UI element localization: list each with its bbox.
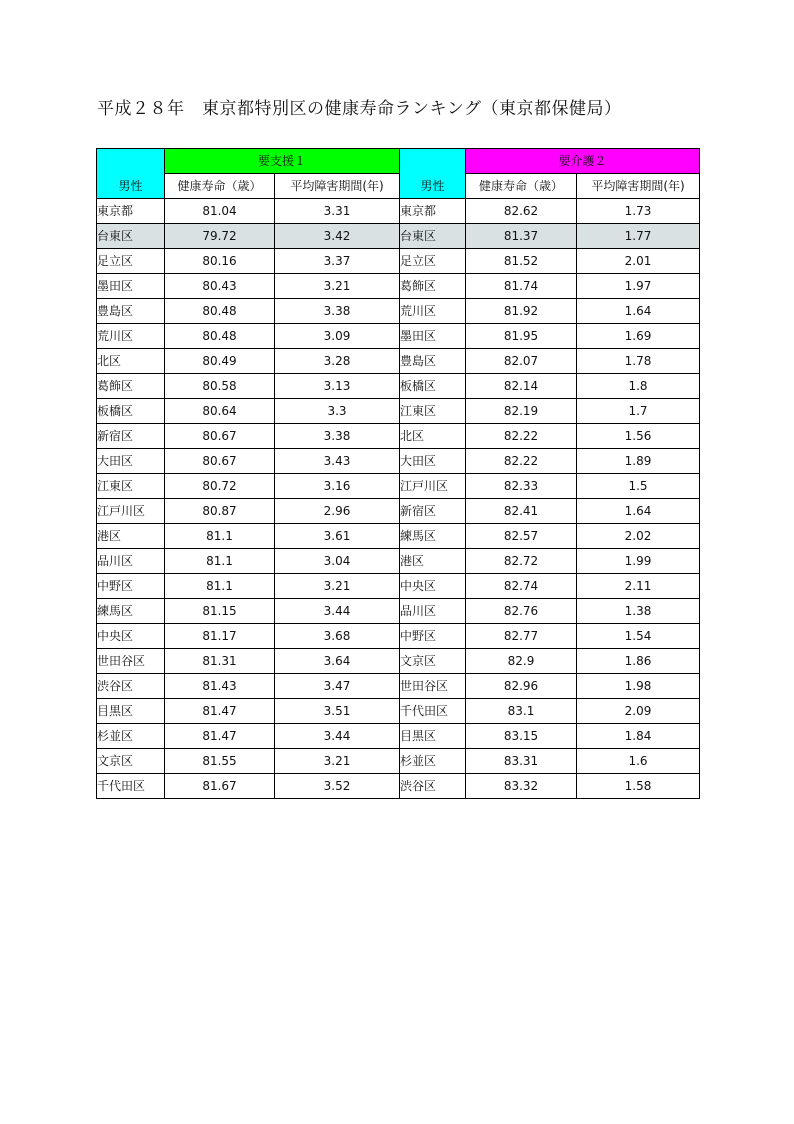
disability-left: 3.61: [275, 524, 400, 549]
disability-right: 1.77: [577, 224, 700, 249]
ward-left: 豊島区: [97, 299, 165, 324]
ward-right: 板橋区: [400, 374, 466, 399]
disability-left: 3.38: [275, 299, 400, 324]
life-right: 82.62: [466, 199, 577, 224]
ward-right: 品川区: [400, 599, 466, 624]
disability-right: 1.84: [577, 724, 700, 749]
disability-left: 3.52: [275, 774, 400, 799]
life-left: 81.1: [165, 549, 275, 574]
ward-left: 品川区: [97, 549, 165, 574]
disability-left: 2.96: [275, 499, 400, 524]
disability-right: 1.6: [577, 749, 700, 774]
life-right: 82.72: [466, 549, 577, 574]
life-right: 82.74: [466, 574, 577, 599]
disability-right: 1.7: [577, 399, 700, 424]
ward-right: 荒川区: [400, 299, 466, 324]
life-right: 83.15: [466, 724, 577, 749]
life-right: 81.92: [466, 299, 577, 324]
life-right: 82.07: [466, 349, 577, 374]
ward-left: 目黒区: [97, 699, 165, 724]
ward-left: 江戸川区: [97, 499, 165, 524]
life-left: 81.55: [165, 749, 275, 774]
life-right: 81.74: [466, 274, 577, 299]
table-row: [97, 699, 700, 724]
disability-right: 1.69: [577, 324, 700, 349]
life-left: 81.1: [165, 574, 275, 599]
life-left: 81.47: [165, 699, 275, 724]
ward-right: 台東区: [400, 224, 466, 249]
life-left: 81.31: [165, 649, 275, 674]
ward-left: 千代田区: [97, 774, 165, 799]
life-left: 81.17: [165, 624, 275, 649]
life-left: 79.72: [165, 224, 275, 249]
disability-right: 1.99: [577, 549, 700, 574]
life-right: 81.95: [466, 324, 577, 349]
disability-left: 3.51: [275, 699, 400, 724]
life-left: 80.48: [165, 324, 275, 349]
life-left: 81.1: [165, 524, 275, 549]
table-row: [97, 499, 700, 524]
life-left: 80.48: [165, 299, 275, 324]
health-life-expectancy-table: [96, 148, 700, 799]
ward-right: 葛飾区: [400, 274, 466, 299]
disability-left: 3.04: [275, 549, 400, 574]
ward-right: 杉並区: [400, 749, 466, 774]
life-right: 82.96: [466, 674, 577, 699]
disability-right: 1.86: [577, 649, 700, 674]
disability-left: 3.38: [275, 424, 400, 449]
life-right: 82.33: [466, 474, 577, 499]
ward-left: 足立区: [97, 249, 165, 274]
life-left: 81.67: [165, 774, 275, 799]
ward-right: 文京区: [400, 649, 466, 674]
table-body: [97, 149, 700, 799]
life-right: 82.9: [466, 649, 577, 674]
ward-left: 北区: [97, 349, 165, 374]
life-left: 80.43: [165, 274, 275, 299]
ward-right: 豊島区: [400, 349, 466, 374]
ward-left: 葛飾区: [97, 374, 165, 399]
disability-left: 3.09: [275, 324, 400, 349]
disability-right: 1.54: [577, 624, 700, 649]
disability-right: 2.09: [577, 699, 700, 724]
table-row: [97, 524, 700, 549]
disability-right: 1.73: [577, 199, 700, 224]
col-header-life-right: 健康寿命（歳）: [466, 174, 577, 199]
life-right: 81.52: [466, 249, 577, 274]
table-row: [97, 199, 700, 224]
table-row: [97, 274, 700, 299]
disability-left: 3.42: [275, 224, 400, 249]
table-row: [97, 774, 700, 799]
life-left: 80.72: [165, 474, 275, 499]
table-row: [97, 724, 700, 749]
table-row: [97, 224, 700, 249]
life-right: 83.32: [466, 774, 577, 799]
table-row: [97, 249, 700, 274]
disability-right: 2.01: [577, 249, 700, 274]
life-right: 81.37: [466, 224, 577, 249]
life-left: 80.16: [165, 249, 275, 274]
life-right: 82.41: [466, 499, 577, 524]
ward-right: 新宿区: [400, 499, 466, 524]
ward-right: 大田区: [400, 449, 466, 474]
disability-right: 1.97: [577, 274, 700, 299]
disability-left: 3.37: [275, 249, 400, 274]
ward-right: 江東区: [400, 399, 466, 424]
table-row: [97, 474, 700, 499]
life-right: 83.31: [466, 749, 577, 774]
col-header-life-left: 健康寿命（歳）: [165, 174, 275, 199]
disability-left: 3.31: [275, 199, 400, 224]
table-row: [97, 599, 700, 624]
disability-left: 3.21: [275, 274, 400, 299]
ward-right: 東京都: [400, 199, 466, 224]
life-right: 82.57: [466, 524, 577, 549]
disability-right: 1.56: [577, 424, 700, 449]
ward-left: 文京区: [97, 749, 165, 774]
table-row: [97, 449, 700, 474]
ward-left: 荒川区: [97, 324, 165, 349]
table-row: [97, 299, 700, 324]
disability-left: 3.3: [275, 399, 400, 424]
disability-left: 3.13: [275, 374, 400, 399]
header-row-groups: [97, 149, 700, 174]
disability-right: 1.8: [577, 374, 700, 399]
ward-right: 目黒区: [400, 724, 466, 749]
disability-left: 3.16: [275, 474, 400, 499]
ward-right: 墨田区: [400, 324, 466, 349]
disability-left: 3.44: [275, 724, 400, 749]
ward-left: 港区: [97, 524, 165, 549]
life-right: 82.22: [466, 424, 577, 449]
ward-right: 江戸川区: [400, 474, 466, 499]
disability-right: 1.58: [577, 774, 700, 799]
table-row: [97, 399, 700, 424]
ward-left: 中央区: [97, 624, 165, 649]
disability-left: 3.28: [275, 349, 400, 374]
ward-left: 中野区: [97, 574, 165, 599]
ward-left: 板橋区: [97, 399, 165, 424]
disability-left: 3.21: [275, 749, 400, 774]
ward-left: 大田区: [97, 449, 165, 474]
ward-right: 千代田区: [400, 699, 466, 724]
disability-right: 2.11: [577, 574, 700, 599]
table-row: [97, 324, 700, 349]
table-row: [97, 424, 700, 449]
table-row: [97, 374, 700, 399]
life-right: 82.22: [466, 449, 577, 474]
disability-left: 3.21: [275, 574, 400, 599]
life-left: 81.43: [165, 674, 275, 699]
life-left: 81.04: [165, 199, 275, 224]
table-row: [97, 574, 700, 599]
col-header-disability-right: 平均障害期間(年): [577, 174, 700, 199]
table-row: [97, 749, 700, 774]
table-row: [97, 649, 700, 674]
ward-right: 北区: [400, 424, 466, 449]
disability-right: 1.78: [577, 349, 700, 374]
life-left: 81.47: [165, 724, 275, 749]
disability-left: 3.64: [275, 649, 400, 674]
group-header-support-1: 要支援１: [165, 149, 400, 174]
page-title: 平成２８年 東京都特別区の健康寿命ランキング（東京都保健局）: [97, 99, 622, 119]
disability-right: 1.64: [577, 299, 700, 324]
ward-right: 世田谷区: [400, 674, 466, 699]
table-row: [97, 349, 700, 374]
ward-left: 渋谷区: [97, 674, 165, 699]
ward-right: 渋谷区: [400, 774, 466, 799]
disability-left: 3.47: [275, 674, 400, 699]
life-right: 82.76: [466, 599, 577, 624]
life-left: 80.67: [165, 449, 275, 474]
life-left: 80.58: [165, 374, 275, 399]
life-right: 82.19: [466, 399, 577, 424]
life-right: 83.1: [466, 699, 577, 724]
life-left: 80.64: [165, 399, 275, 424]
ward-left: 杉並区: [97, 724, 165, 749]
ward-right: 練馬区: [400, 524, 466, 549]
disability-right: 2.02: [577, 524, 700, 549]
disability-left: 3.43: [275, 449, 400, 474]
disability-right: 1.89: [577, 449, 700, 474]
life-left: 80.67: [165, 424, 275, 449]
ward-left: 世田谷区: [97, 649, 165, 674]
disability-left: 3.44: [275, 599, 400, 624]
disability-left: 3.68: [275, 624, 400, 649]
ward-left: 新宿区: [97, 424, 165, 449]
table-row: [97, 549, 700, 574]
group-header-care-2: 要介護２: [466, 149, 700, 174]
ward-left: 東京都: [97, 199, 165, 224]
life-right: 82.14: [466, 374, 577, 399]
table-row: [97, 624, 700, 649]
disability-right: 1.38: [577, 599, 700, 624]
gender-header-right: 男性: [400, 149, 466, 199]
life-left: 81.15: [165, 599, 275, 624]
ward-left: 台東区: [97, 224, 165, 249]
life-left: 80.49: [165, 349, 275, 374]
life-right: 82.77: [466, 624, 577, 649]
ward-left: 墨田区: [97, 274, 165, 299]
ward-right: 中野区: [400, 624, 466, 649]
ward-right: 足立区: [400, 249, 466, 274]
gender-header-left: 男性: [97, 149, 165, 199]
table-row: [97, 674, 700, 699]
ward-left: 練馬区: [97, 599, 165, 624]
ward-left: 江東区: [97, 474, 165, 499]
ward-right: 港区: [400, 549, 466, 574]
header-row-columns: [97, 174, 700, 199]
col-header-disability-left: 平均障害期間(年): [275, 174, 400, 199]
ward-right: 中央区: [400, 574, 466, 599]
disability-right: 1.5: [577, 474, 700, 499]
life-left: 80.87: [165, 499, 275, 524]
disability-right: 1.98: [577, 674, 700, 699]
disability-right: 1.64: [577, 499, 700, 524]
